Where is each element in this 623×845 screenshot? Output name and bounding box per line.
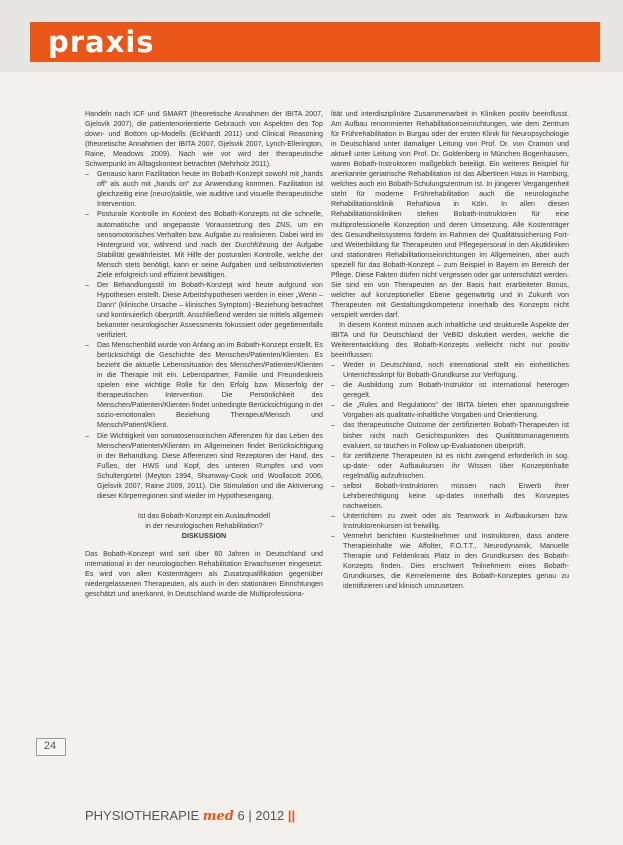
list-item: – Das Menschenbild wurde von Anfang an im Bobath-Konzept erstellt. Es berücksichtigt die Geschichte des Menschen/Patienten/Klienten. Es bezieht die aktuelle Lebenssituation des Menschen/Patienten/Klienten in die Therapie mit ein. Lebenspartner, Familie und Freundeskreis spielen eine wichtige Rolle für den Erfolg bzw. Misserfolg der therapeutischen Intervention. Die Persönlichkeit des Menschen/Patienten/Klienten findet unbedingte Berücksichtigung in der sozio-emotionalen Beziehung Therapeut/Mensch und Mensch/Patient/Klient. [85,340,323,430]
body-paragraph: lität und interdisziplinäre Zusammenarbeit in Kliniken positiv beeinflusst. Am Aufbau renommierter Rehabilitationseinrichtungen, wie dem Zentrum für Frührehabilitation in Burgau oder der ersten Klinik für Neuropsychologie in Deutschland unter damaliger Leitung von Prof. Dr. von Cramon und aktuell unter Leitung von Prof. Dr. Goldenberg in München Bogenhausen, waren Bobath-Instruktoren maßgeblich beteiligt. Ein weiteres Beispiel für anerkannte geriatrische Rehabilitation ist das Albertinen Haus in Hamburg, welches auch ein Bobath-Schulungszentrum ist. In jüngerer Vergangenheit steht für moderne Frührehabilitation auch die neurologische Rehabilitationsklinik RehaNova in Köln. In allen diesen Rehabilitationskliniken stehen Bobath-Instruktoren für eine multiprofessionelle Konzeption und deren Umsetzung. Alle Kostenträger des Gesundheitssystems fördern im Rahmen der Qualitätssicherung Fort- und Weiterbildung für Therapeuten und Pflegepersonal in den Akutkliniken und stationären Rehabilitationseinrichtungen im Allgemeinen, aber auch speziell für das Bobath-Konzept – zum Beispiel in Bayern im Bereich der Pflege. Diese Fakten dürfen nicht vergessen oder gar unterschätzt werden. Sie sind ein von Therapeuten an der Basis hart erarbeiteter Bonus, welcher auf konzeptioneller Ebene gegenwärtig und in Zukunft von Therapeuten mit Gestaltungskompetenz innerhalb des Konzepts nicht verspielt werden darf. [331,110,569,319]
discussion-paragraph: Das Bobath-Konzept wird seit über 60 Jahren in Deutschland und international in der neurologischen Rehabilitation Erwachsener eingesetzt. Es wird von allen Kostenträgern als Zusatzqualifikation gegenüber niedergelassenen Therapeuten, als auch in den stationären Einrichtungen geschätzt und anerkannt. In Deutschland wurde die Multiprofessiona- [85,549,323,599]
journal-name: PHYSIOTHERAPIE [85,808,200,823]
journal-footer [85,808,295,824]
question-line: in der neurologischen Rehabilitation? [145,521,263,530]
journal-issue: 6 | 2012 [237,808,285,823]
section-title: praxis [48,25,155,59]
list-item: – das therapeutische Outcome der zertifizierten Bobath-Therapeuten ist bisher nicht nach Gesichtspunkten des Qualitätsmanagements evaluiert, so tauchen in Follow up-Evaluationen überprüft. [331,420,569,450]
list-item: – Posturale Kontrolle im Kontext des Bobath-Konzepts ist die schnelle, automatische und angepasste Voraussetzung des ZNS, um ein sensomotorisches Verhalten bzw. Aufgabe zu realisieren. Dabei wird im Hintergrund vor, während und nach der Durchführung der Aufgabe Stabilität gewährleistet. Mit Hilfe der posturalen Kontrolle, welche der Mensch stets benötigt, kann er seine Aufgaben und selbstmotivierten Ziele erfolgreich und effizient bewältigen. [85,209,323,279]
list-item: – Vermehrt berichten Kursteilnehmer und Instruktoren, dass andere Therapieinhalte wie Affolter, F.O.T.T., Neurodynamik, Manuelle Therapie und Feldenkrais Platz in den Grundkursen des Bobath-Konzepts finden. Dies erschwert Teilnehmern eines Bobath-Grundkurses, die Kernelemente des Bobath-Konzeptes genau zu identifizieren und klinisch umzusetzen. [331,531,569,591]
list-item: – Weder in Deutschland, noch international stellt ein einheitliches Unterrichtsskript für Bobath-Grundkurse zur Verfügung. [331,360,569,380]
right-column [331,109,569,591]
footer-separator: || [287,808,296,823]
question-line: Ist das Bobath-Konzept ein Auslaufmodell [137,511,271,520]
intro-paragraph: Handeln nach ICF und SMART (theoretische Annahmen der IBITA 2007, Gjelsvik 2007), die patientenorientierte Gebrauch von Aspekten des Top down- und Bottom up-Modells (Eckhardt 2011) und Clinical Reasoning (theoretische Annahmen der IBITA 2007, Gjelsvik 2007, Lynch-Ellerington, Raine, Meadows 2009). Nach wie vor wird der therapeutische Schwerpunkt im Alltagskontext betrachtet (Mehrholz 2011). [85,110,323,169]
right-bullet-list [331,360,569,591]
list-item: – für zertifizierte Therapeuten ist es nicht zwingend erforderlich in sog. up-date- oder Aufbaukursen ihr Wissen über Konzeptinhalte regelmäßig aufzufrischen. [331,451,569,481]
left-bullet-list [85,169,323,501]
page-number: 24 [43,740,57,752]
list-item: – die „Rules and Regulations“ der IBITA bieten eher spannungsfreie Vorgaben als qualitativ-inhaltliche Vorgaben und Orientierung. [331,400,569,420]
list-item: – Die Wichtigkeit von somatosensorischen Afferenzen für das Leben des Menschen/Patienten/Klienten im Allgemeinen findet Berücksichtigung in der Behandlung. Diese Afferenzen sind Rezeptoren der Hand, des Fußes, der HWS und Kopf, des unteren Rumpfes und vom Schultergürtel (Meyton 1994, Shumway-Cook und Woollacott 2006, Gjelsvik 2007, Raine 2009, 2011). Die Stimulation und die Aktivierung dieser Körperregionen sind wieder im Hypothesengang. [85,431,323,501]
journal-suffix: med [202,809,234,824]
body-paragraph: In diesem Kontext müssen auch inhaltliche und strukturelle Aspekte der IBITA und für Deutschland der VeBID diskutiert werden, welche die Weiterentwicklung des Bobath-Konzepts vielleicht nicht nur positiv beeinflussen: [331,320,569,360]
discussion-question [85,511,323,541]
list-item: – selbst Bobath-Instruktoren müssen nach Erwerb ihrer Lehrberechtigung keine up-dates innerhalb des Konzeptes nachweisen. [331,481,569,511]
discussion-heading: DISKUSSION [181,531,227,540]
list-item: – die Ausbildung zum Bobath-Instruktor ist international heterogen geregelt. [331,380,569,400]
left-column [85,109,323,599]
list-item: – Der Behandlungsstil im Bobath-Konzept wird heute aufgrund von Hypothesen erstellt. Diese Arbeitshypothesen werden in einer „Wenn – Dann“ (klinische Ursache – klinisches Symptom) -Beziehung betrachtet und kontinuierlich überprüft. Anschließend werden sie mittels allgemein bekannter neurologischer Assessments fokussiert oder gegebenenfalls verifiziert. [85,280,323,340]
list-item: – Unterrichten zu zweit oder als Teamwork in Aufbaukursen bzw. Instruktorenkursen ist freiwillig. [331,511,569,531]
list-item: – Genauso kann Fazilitation heute im Bobath-Konzept sowohl mit „hands off“ als auch mit „hands on“ zur Anwendung kommen. Fazilitation ist gleichzeitig eine (neuro)taktile, wie auditive und visuelle therapeutische Intervention. [85,169,323,209]
